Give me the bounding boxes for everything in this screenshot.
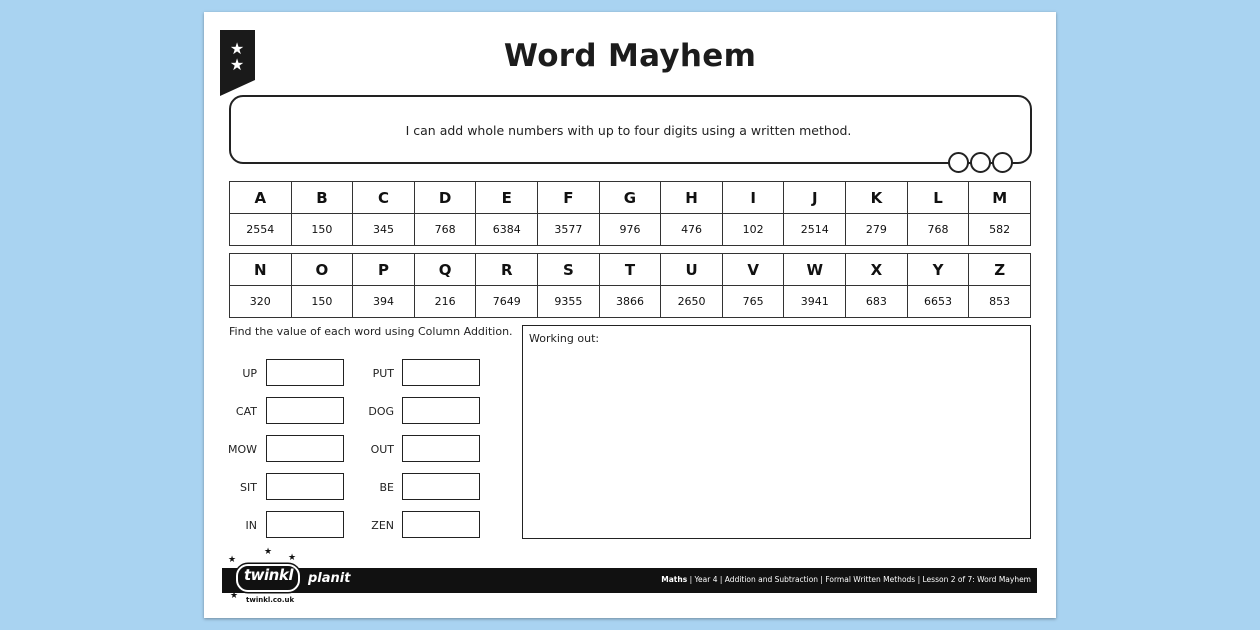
word-label: UP xyxy=(242,367,257,380)
value-cell: 279 xyxy=(846,214,908,246)
letter-cell: B xyxy=(291,182,353,214)
letter-cell: E xyxy=(476,182,538,214)
letter-cell: S xyxy=(538,254,600,286)
letter-cell: O xyxy=(291,254,353,286)
letter-cell: L xyxy=(907,182,969,214)
letter-cell: N xyxy=(230,254,292,286)
word-label: BE xyxy=(379,481,394,494)
word-answer-box[interactable] xyxy=(402,435,480,462)
word-label: OUT xyxy=(370,443,394,456)
value-row xyxy=(230,214,1031,246)
worksheet-title: Word Mayhem xyxy=(503,38,757,74)
letter-cell: W xyxy=(784,254,846,286)
footer-breadcrumb xyxy=(661,575,1031,584)
letter-cell: M xyxy=(969,182,1031,214)
learning-objective-text: I can add whole numbers with up to four digits using a written method. xyxy=(405,123,852,138)
value-cell: 6384 xyxy=(476,214,538,246)
instruction-text: Find the value of each word using Column Addition. xyxy=(229,325,513,338)
value-cell: 476 xyxy=(661,214,723,246)
footer-subject: Maths xyxy=(661,575,688,584)
value-cell: 150 xyxy=(291,286,353,318)
star-icon: ★ xyxy=(230,591,239,601)
word-answer-box[interactable] xyxy=(266,511,344,538)
value-cell: 2650 xyxy=(661,286,723,318)
assessment-circle[interactable] xyxy=(970,152,991,173)
star-icon: ★ xyxy=(264,547,273,557)
value-cell: 7649 xyxy=(476,286,538,318)
word-answer-box[interactable] xyxy=(402,397,480,424)
letter-cell: C xyxy=(353,182,415,214)
working-out-box[interactable] xyxy=(522,325,1031,539)
letter-row xyxy=(230,182,1031,214)
value-cell: 150 xyxy=(291,214,353,246)
word-answer-box[interactable] xyxy=(402,511,480,538)
word-answer-box[interactable] xyxy=(402,359,480,386)
word-answer-box[interactable] xyxy=(266,359,344,386)
word-answer-box[interactable] xyxy=(402,473,480,500)
twinkl-wordmark: twinkl xyxy=(244,566,293,584)
value-cell: 768 xyxy=(414,214,476,246)
value-cell: 394 xyxy=(353,286,415,318)
letter-cell: X xyxy=(846,254,908,286)
letter-cell: T xyxy=(599,254,661,286)
letter-cell: A xyxy=(230,182,292,214)
letter-cell: U xyxy=(661,254,723,286)
value-cell: 6653 xyxy=(907,286,969,318)
word-label: PUT xyxy=(372,367,394,380)
assessment-circle[interactable] xyxy=(992,152,1013,173)
value-cell: 102 xyxy=(722,214,784,246)
value-cell: 3577 xyxy=(538,214,600,246)
value-row xyxy=(230,286,1031,318)
self-assessment-circles xyxy=(948,152,1016,174)
svg-text:★: ★ xyxy=(229,55,245,74)
value-cell: 345 xyxy=(353,214,415,246)
star-ribbon-icon xyxy=(220,30,255,96)
value-cell: 9355 xyxy=(538,286,600,318)
word-label: SIT xyxy=(240,481,257,494)
value-cell: 3866 xyxy=(599,286,661,318)
assessment-circle[interactable] xyxy=(948,152,969,173)
letter-cell: K xyxy=(846,182,908,214)
letter-cell: Q xyxy=(414,254,476,286)
letter-cell: Z xyxy=(969,254,1031,286)
value-cell: 683 xyxy=(846,286,908,318)
twinkl-url: twinkl.co.uk xyxy=(246,596,295,604)
letter-code-table-n-z xyxy=(229,253,1031,318)
letter-cell: I xyxy=(722,182,784,214)
letter-cell: V xyxy=(722,254,784,286)
twinkl-logo xyxy=(226,548,356,608)
value-cell: 2514 xyxy=(784,214,846,246)
value-cell: 768 xyxy=(907,214,969,246)
planit-wordmark: planit xyxy=(308,571,351,586)
value-cell: 320 xyxy=(230,286,292,318)
letter-cell: G xyxy=(599,182,661,214)
value-cell: 582 xyxy=(969,214,1031,246)
letter-cell: J xyxy=(784,182,846,214)
word-answer-box[interactable] xyxy=(266,435,344,462)
letter-code-table-a-m xyxy=(229,181,1031,246)
value-cell: 765 xyxy=(722,286,784,318)
word-label: MOW xyxy=(227,443,257,456)
word-label: IN xyxy=(245,519,257,532)
letter-cell: P xyxy=(353,254,415,286)
star-icon: ★ xyxy=(228,555,237,565)
svg-text:★: ★ xyxy=(229,39,245,58)
value-cell: 2554 xyxy=(230,214,292,246)
letter-cell: D xyxy=(414,182,476,214)
word-label: CAT xyxy=(235,405,257,418)
word-answer-box[interactable] xyxy=(266,473,344,500)
value-cell: 853 xyxy=(969,286,1031,318)
word-label: ZEN xyxy=(371,519,394,532)
value-cell: 3941 xyxy=(784,286,846,318)
word-label: DOG xyxy=(368,405,394,418)
letter-cell: H xyxy=(661,182,723,214)
letter-cell: F xyxy=(538,182,600,214)
letter-cell: R xyxy=(476,254,538,286)
word-answer-box[interactable] xyxy=(266,397,344,424)
value-cell: 976 xyxy=(599,214,661,246)
value-cell: 216 xyxy=(414,286,476,318)
letter-row xyxy=(230,254,1031,286)
footer-lesson-path: | Year 4 | Addition and Subtraction | Formal Written Methods | Lesson 2 of 7: Word Mayhem xyxy=(689,575,1031,584)
working-out-label: Working out: xyxy=(529,332,600,345)
letter-cell: Y xyxy=(907,254,969,286)
star-icon: ★ xyxy=(288,553,297,563)
